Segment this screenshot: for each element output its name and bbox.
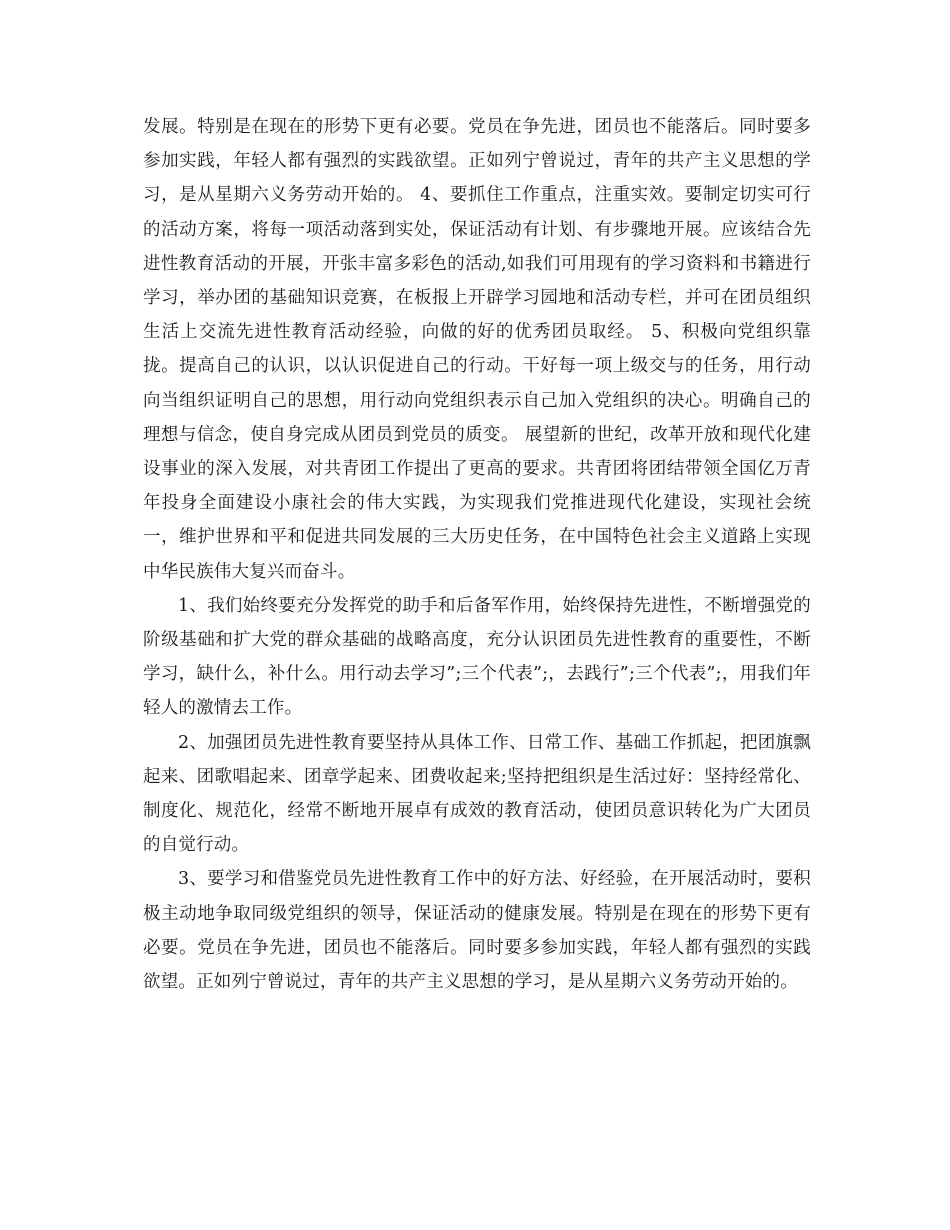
paragraph-point-2: 2、加强团员先进性教育要坚持从具体工作、日常工作、基础工作抓起，把团旗飘起来、团歌唱起来、团章学起来、团费收起来;坚持把组织是生活过好：坚持经常化、制度化、规范化，经常不断地开展卓有成效的教育活动，使团员意识转化为广大团员的自觉行动。 — [143, 732, 811, 856]
paragraph-point-3: 3、要学习和借鉴党员先进性教育工作中的好方法、好经验，在开展活动时，要积极主动地争取同级党组织的领导，保证活动的健康发展。特别是在现在的形势下更有必要。党员在争先进，团员也不能落后。同时要多参加实践，年轻人都有强烈的实践欲望。正如列宁曾说过，青年的共产主义思想的学习，是从星期六义务劳动开始的。 — [143, 869, 811, 993]
paragraph-point-1: 1、我们始终要充分发挥党的助手和后备军作用，始终保持先进性，不断增强党的阶级基础和扩大党的群众基础的战略高度，充分认识团员先进性教育的重要性，不断学习，缺什么，补什么。用行动去学习”;三个代表”;，去践行”;三个代表”;，用我们年轻人的激情去工作。 — [143, 595, 811, 719]
paragraph-continuation: 发展。特别是在现在的形势下更有必要。党员在争先进，团员也不能落后。同时要多参加实践，年轻人都有强烈的实践欲望。正如列宁曾说过，青年的共产主义思想的学习，是从星期六义务劳动开始的。 4、要抓住工作重点，注重实效。要制定切实可行的活动方案，将每一项活动落到实处，保证活动有计划、有步骤地开展。应该结合先进性教育活动的开展，开张丰富多彩色的活动,如我们可用现有的学习资料和书籍进行学习，举办团的基础知识竞赛，在板报上开辟学习园地和活动专栏，并可在团员组织生活上交流先进性教育活动经验，向做的好的优秀团员取经。 5、积极向党组织靠拢。提高自己的认识，以认识促进自己的行动。干好每一项上级交与的任务，用行动向当组织证明自己的思想，用行动向党组织表示自己加入党组织的决心。明确自己的理想与信念，使自身完成从团员到党员的质变。 展望新的世纪，改革开放和现代化建设事业的深入发展，对共青团工作提出了更高的要求。共青团将团结带领全国亿万青年投身全面建设小康社会的伟大实践，为实现我们党推进现代化建设，实现社会统一，维护世界和平和促进共同发展的三大历史任务，在中国特色社会主义道路上实现中华民族伟大复兴而奋斗。 — [143, 117, 811, 582]
document-body — [143, 110, 811, 999]
